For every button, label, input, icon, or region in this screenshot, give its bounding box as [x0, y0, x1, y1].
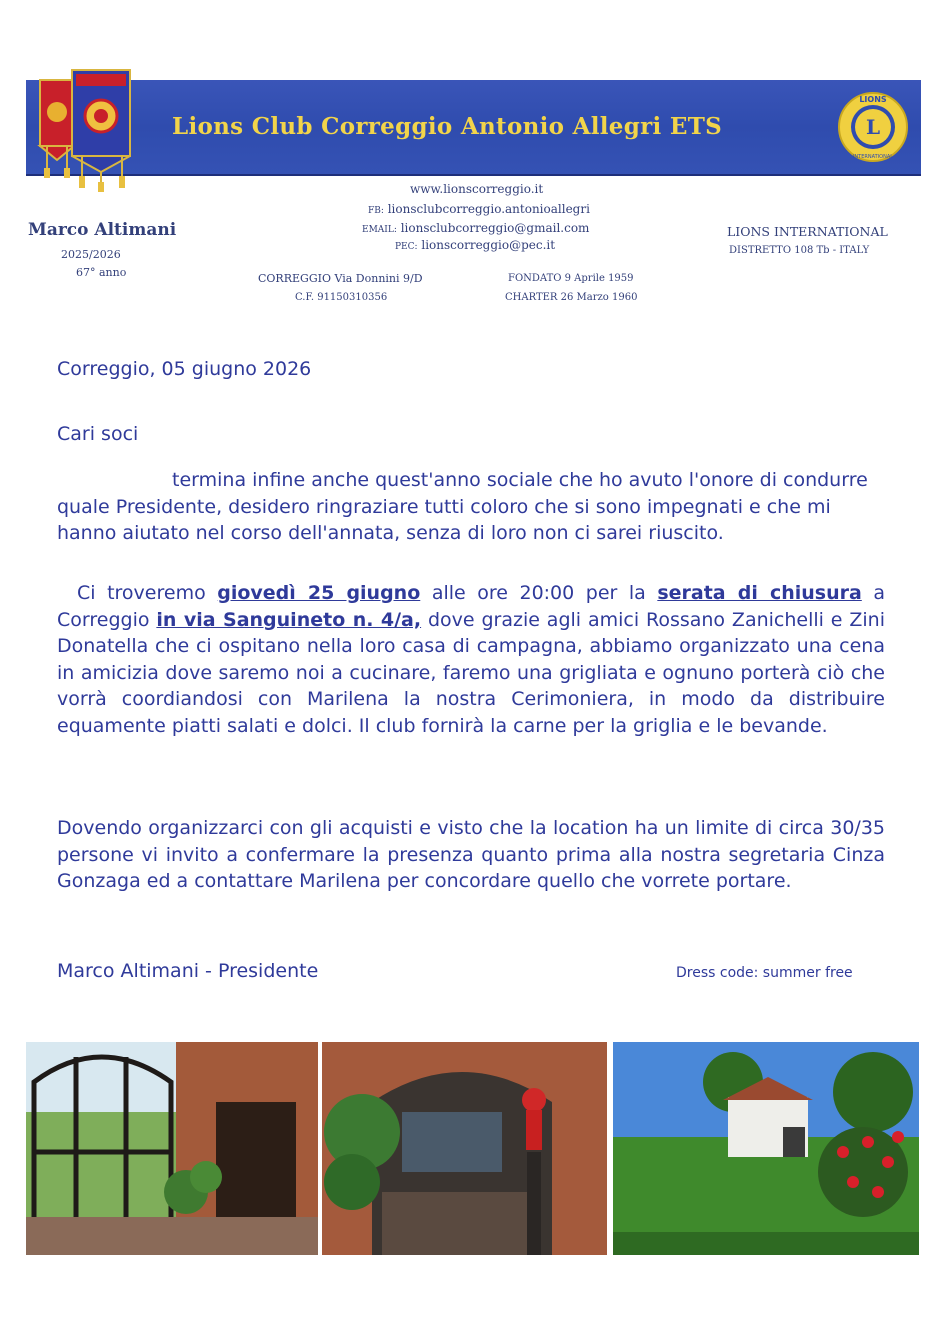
email-label: EMAIL:	[362, 225, 397, 235]
interior-room-photo	[322, 1042, 607, 1255]
interior-window-photo	[26, 1042, 318, 1255]
club-pennant-image	[32, 66, 142, 192]
paragraph-2	[57, 580, 885, 739]
event-address: in via Sanguineto n. 4/a,	[156, 608, 422, 631]
president-term: 2025/2026	[61, 248, 121, 261]
paragraph-2-details: dove grazie agli amici Rossano Zanichelli e Zini Donatella che ci ospitano nella loro casa di campagna, abbiamo organizzato una cena in amicizia dove saremo noi a cucinare, faremo una grigliata e ognuno porterà ciò che vorrà coordiandosi con Marilena la nostra Cerimoniera, in modo da distribuire equamente piatti salati e dolci. Il club fornirà la carne per la griglia e le bevande.	[57, 608, 885, 737]
paragraph-1: termina infine anche quest'anno sociale che ho avuto l'onore di condurre quale Presidente, desidero ringraziare tutti coloro che si sono impegnati e che mi hanno aiutato nel corso dell'annata, senza di loro non ci sarei riuscito.	[57, 469, 868, 544]
logo-text: LIONS	[859, 95, 887, 104]
lions-international-logo	[836, 90, 910, 164]
website-url[interactable]: www.lionscorreggio.it	[410, 182, 544, 196]
country-house-photo	[613, 1042, 919, 1255]
header-banner	[26, 80, 921, 176]
paragraph-3: Dovendo organizzarci con gli acquisti e visto che la location ha un limite di circa 30/35 persone vi invito a confermare la presenza quanto prima alla nostra segretaria Cinza Gonzaga ed a contattare Marilena per concordare quello che vorrete portare.	[57, 817, 885, 892]
email-address: lionsclubcorreggio@gmail.com	[400, 221, 590, 235]
address-line2: C.F. 91150310356	[295, 292, 388, 303]
logo-subtext: INTERNATIONAL	[852, 154, 894, 160]
address-line1: CORREGGIO Via Donnini 9/D	[258, 272, 423, 285]
paragraph-2-intro: Ci troveremo	[77, 582, 218, 604]
facebook-label: FB:	[368, 206, 384, 216]
president-name: Marco Altimani	[28, 220, 177, 240]
pec-label: PEC:	[395, 242, 418, 252]
letter-greeting: Cari soci	[57, 423, 139, 445]
district-line1: LIONS INTERNATIONAL	[727, 224, 888, 239]
club-year: 67° anno	[76, 266, 127, 279]
email-line[interactable]	[362, 221, 589, 235]
pec-line[interactable]	[395, 238, 555, 252]
signature: Marco Altimani - Presidente	[57, 960, 319, 982]
club-title: Lions Club Correggio Antonio Allegri ETS	[172, 113, 723, 140]
pec-address: lionscorreggio@pec.it	[421, 238, 556, 252]
district-line2: DISTRETTO 108 Tb - ITALY	[729, 245, 870, 256]
dress-code: Dress code: summer free	[676, 965, 853, 981]
logo-letter: L	[865, 115, 881, 139]
event-name: serata di chiusura	[657, 582, 862, 604]
founded-line1: FONDATO 9 Aprile 1959	[508, 273, 634, 284]
facebook-handle: lionsclubcorreggio.antonioallegri	[387, 202, 590, 216]
paragraph-2-time: alle ore 20:00 per la	[420, 582, 658, 604]
event-date: giovedì 25 giugno	[217, 582, 421, 604]
founded-line2: CHARTER 26 Marzo 1960	[505, 292, 638, 303]
paragraph-2-place: a Correggio	[57, 582, 885, 631]
facebook-line[interactable]	[368, 202, 590, 216]
letter-date: Correggio, 05 giugno 2026	[57, 358, 312, 380]
